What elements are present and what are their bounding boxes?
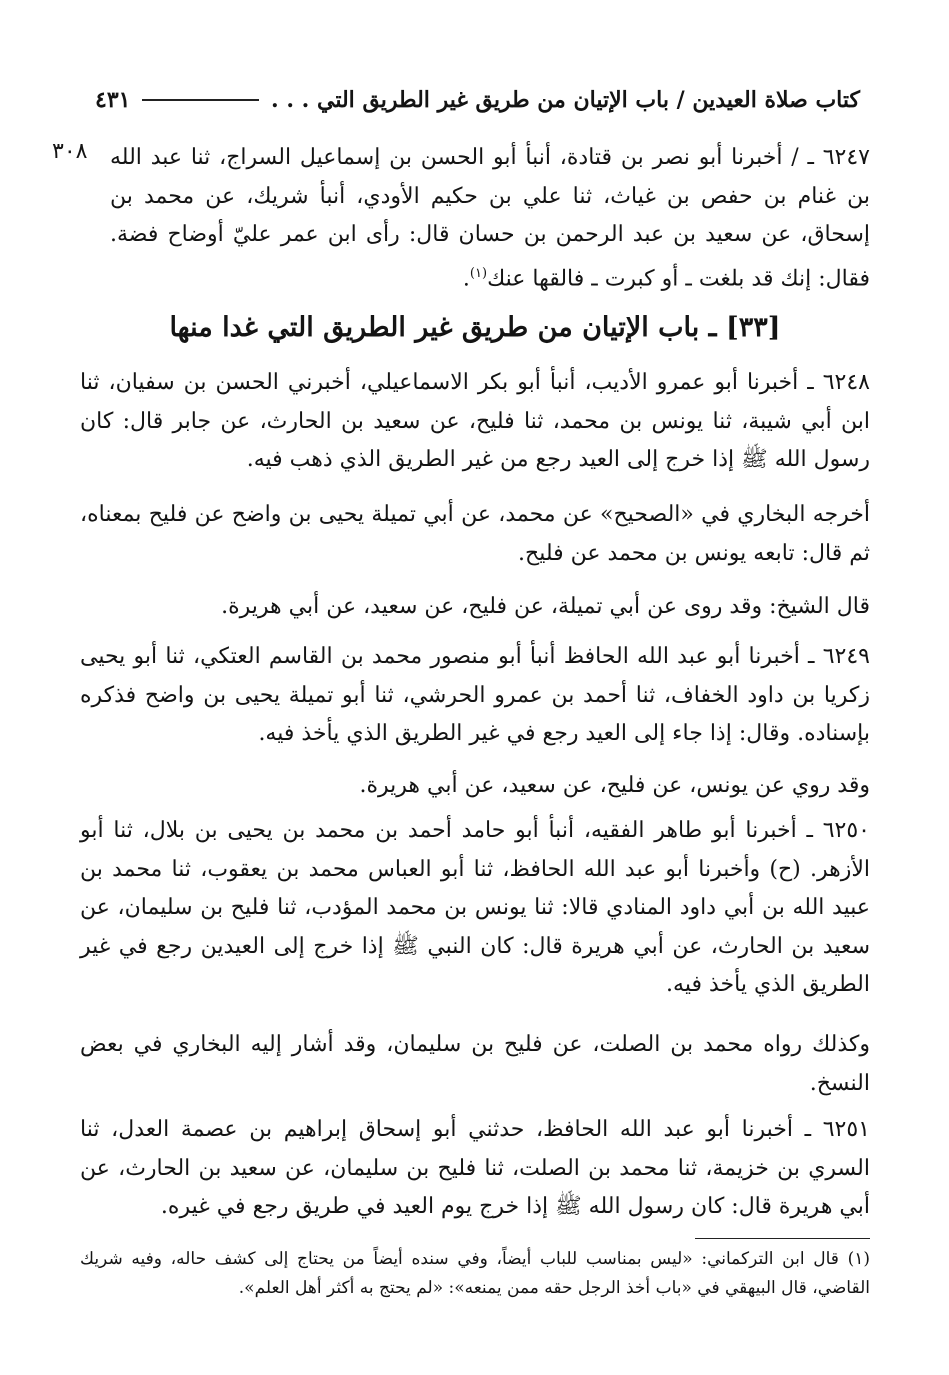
paragraph-6247-text: ٦٢٤٧ ـ / أخبرنا أبو نصر بن قتادة، أنبأ أبو الحسن بن إسماعيل السراج، ثنا عبد الله بن غنام بن حفص بن غياث، ثنا علي بن حكيم الأودي، أنبأ شريك، عن محمد بن إسحاق، عن سعيد بن عبد الرحمن بن حسان قال: رأى ابن عمر عليّ أوضاح فضة. فقال: إنك قد بلغت ـ أو كبرت ـ فالقها عنك — [110, 145, 870, 291]
paragraph-6248: ٦٢٤٨ ـ أخبرنا أبو عمرو الأديب، أنبأ أبو بكر الاسماعيلي، أخبرني الحسن بن سفيان، ثنا ابن أبي شيبة، ثنا يونس بن محمد، ثنا فليح، عن سعيد بن الحارث، عن جابر قال: كان رسول الله ﷺ إذا خرج إلى العيد رجع من غير الطريق الذي ذهب فيه. — [80, 370, 870, 472]
paragraph-6249: ٦٢٤٩ ـ أخبرنا أبو عبد الله الحافظ أنبأ أبو منصور محمد بن القاسم العتكي، ثنا أبو يحيى زكريا بن داود الخفاف، ثنا أحمد بن عمرو الحرشي، ثنا أبو تميلة يحيى بن واضح فذكره بإسناده. وقال: إذا جاء إلى العيد رجع في غير الطريق الذي يأخذ فيه. — [80, 644, 870, 746]
paragraph-6247-end: . — [462, 265, 470, 291]
paragraph-6250: ٦٢٥٠ ـ أخبرنا أبو طاهر الفقيه، أنبأ أبو حامد أحمد بن محمد بن يحيى بن بلال، ثنا أبو الأزهر. (ح) وأخبرنا أبو عبد الله الحافظ، ثنا أبو العباس محمد بن يعقوب، ثنا محمد بن عبيد الله بن أبي داود المنادي قالا: ثنا يونس بن محمد المؤدب، ثنا فليح بن سليمان، عن سعيد بن الحارث، عن أبي هريرة قال: كان النبي ﷺ إذا خرج إلى العيدين رجع في غير الطريق الذي يأخذ فيه. — [80, 818, 870, 997]
footnote-1: (١) قال ابن التركماني: «ليس بمناسب للباب أيضاً، وفي سنده أيضاً من يحتاج إلى كشف حاله، وفيه شريك القاضي، قال البيهقي في «باب أخذ الرجل حقه ممن يمنعه»: «لم يحتج به أكثر أهل العلم». — [80, 1249, 870, 1298]
running-header — [95, 80, 860, 120]
chapter-heading: [٣٣] ـ باب الإتيان من طريق غير الطريق التي غدا منها — [169, 312, 781, 343]
header-title: كتاب صلاة العيدين / باب الإتيان من طريق غير الطريق التي . . . — [271, 87, 860, 113]
footnote-marker[interactable]: (١) — [469, 265, 488, 281]
paragraph-6247 — [110, 139, 870, 298]
margin-page-reference: ٣٠٨ — [52, 139, 88, 164]
paragraph-kadhalik: وكذلك رواه محمد بن الصلت، عن فليح بن سليمان، وقد أشار إليه البخاري في بعض النسخ. — [80, 1032, 870, 1096]
paragraph-bukhari: أخرجه البخاري في «الصحيح» عن محمد، عن أبي تميلة يحيى بن واضح عن فليح بمعناه، ثم قال: تابعه يونس بن محمد عن فليح. — [80, 502, 870, 566]
paragraph-6251: ٦٢٥١ ـ أخبرنا أبو عبد الله الحافظ، حدثني أبو إسحاق إبراهيم بن عصمة العدل، ثنا السري بن خزيمة، ثنا محمد بن الصلت، ثنا فليح بن سليمان، عن سعيد بن الحارث، عن أبي هريرة قال: كان رسول الله ﷺ إذا خرج يوم العيد في طريق رجع في غيره. — [80, 1117, 870, 1219]
footnote-separator — [695, 1238, 870, 1239]
paragraph-shaykh: قال الشيخ: وقد روى عن أبي تميلة، عن فليح، عن سعيد، عن أبي هريرة. — [221, 594, 870, 619]
page-number: ٤٣١ — [95, 87, 131, 113]
header-rule — [142, 99, 259, 101]
paragraph-yunus: وقد روي عن يونس، عن فليح، عن سعيد، عن أبي هريرة. — [359, 773, 870, 798]
